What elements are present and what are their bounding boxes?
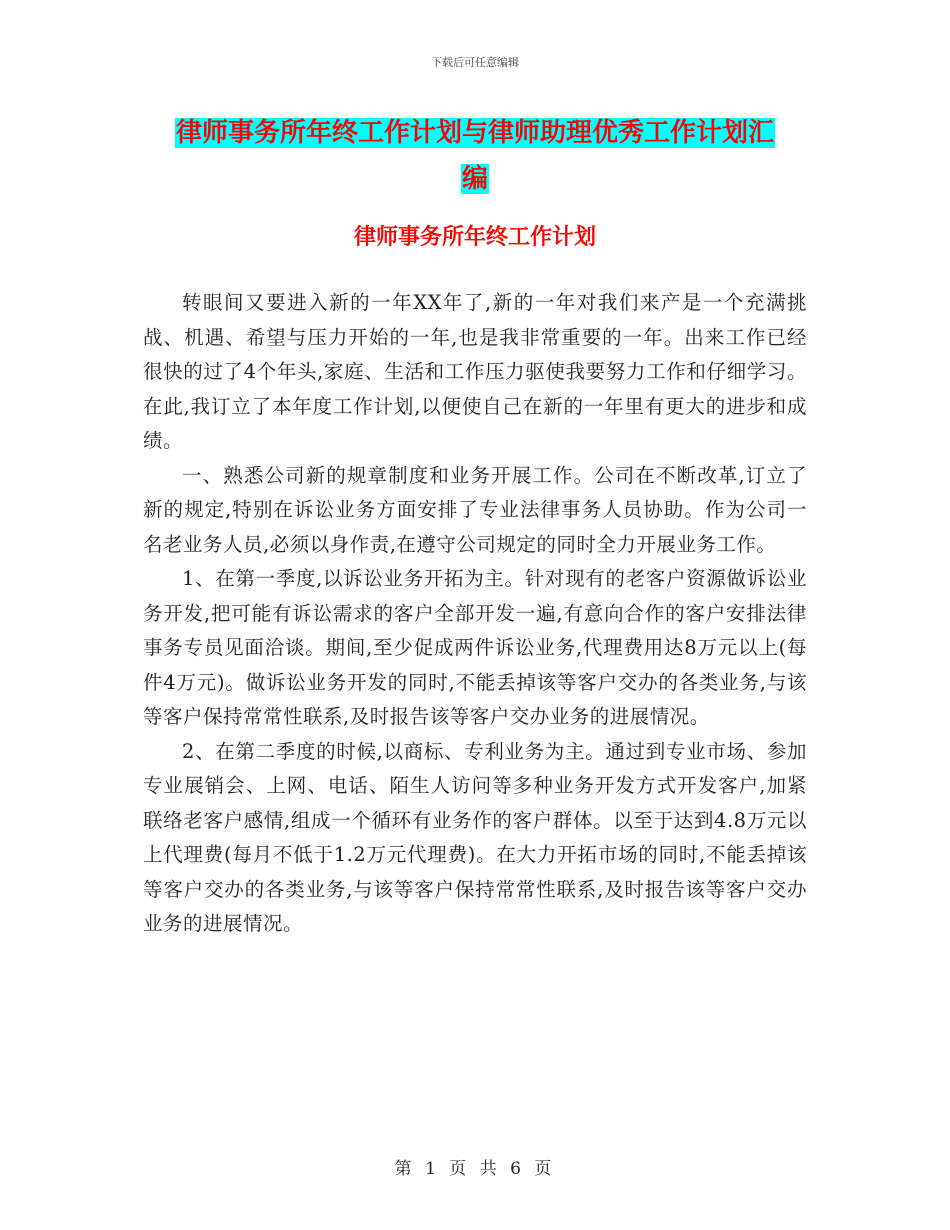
- document-title: [100, 110, 850, 202]
- body-text: [143, 286, 807, 942]
- paragraph-point-one: 一、熟悉公司新的规章制度和业务开展工作。公司在不断改革,订立了新的规定,特别在诉讼业务方面安排了专业法律事务人员协助。作为公司一名老业务人员,必须以身作责,在遵守公司规定的同时全力开展业务工作。: [143, 463, 807, 556]
- paragraph-q1: 1、在第一季度,以诉讼业务开拓为主。针对现有的老客户资源做诉讼业务开发,把可能有诉讼需求的客户全部开发一遍,有意向合作的客户安排法律事务专员见面洽谈。期间,至少促成两件诉讼业务,代理费用达8万元以上(每件4万元)。做诉讼业务开发的同时,不能丢掉该等客户交办的各类业务,与该等客户保持常常性联系,及时报告该等客户交办业务的进展情况。: [143, 567, 807, 728]
- document-title-line-1: 律师事务所年终工作计划与律师助理优秀工作计划汇: [175, 118, 774, 148]
- header-note: 下载后可任意编辑: [431, 56, 519, 69]
- paragraph-intro: 转眼间又要进入新的一年XX年了,新的一年对我们来产是一个充满挑战、机遇、希望与压力开始的一年,也是我非常重要的一年。出来工作已经很快的过了4个年头,家庭、生活和工作压力驱使我要努力工作和仔细学习。在此,我订立了本年度工作计划,以便使自己在新的一年里有更大的进步和成绩。: [143, 291, 807, 452]
- paragraph-q2: 2、在第二季度的时候,以商标、专利业务为主。通过到专业市场、参加专业展销会、上网、电话、陌生人访问等多种业务开发方式开发客户,加紧联络老客户感情,组成一个循环有业务作的客户群体。以至于达到4.8万元以上代理费(每月不低于1.2万元代理费)。在大力开拓市场的同时,不能丢掉该等客户交办的各类业务,与该等客户保持常常性联系,及时报告该等客户交办业务的进展情况。: [143, 739, 807, 935]
- page-footer: 第 1 页 共 6 页: [394, 1159, 556, 1179]
- section-title: 律师事务所年终工作计划: [353, 224, 596, 250]
- document-title-line-2: 编: [461, 164, 488, 194]
